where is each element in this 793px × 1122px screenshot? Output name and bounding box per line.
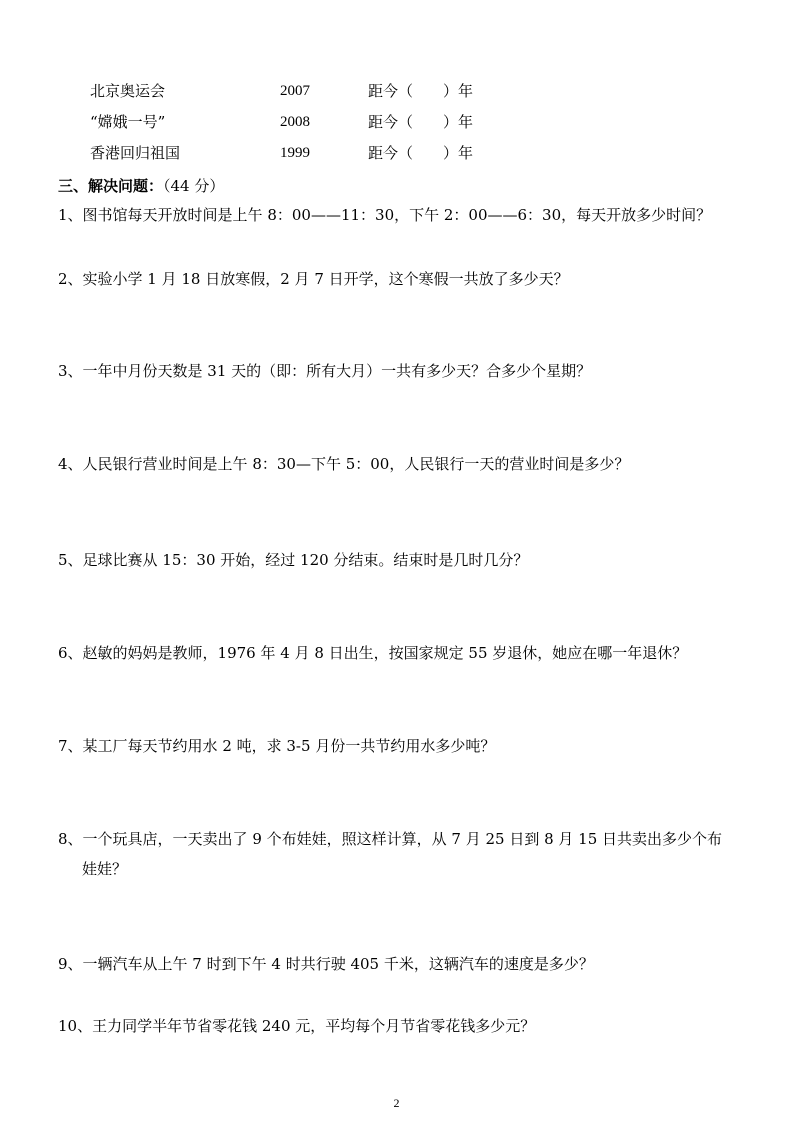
event-year: 2008 (280, 114, 310, 130)
event-year: 2007 (280, 83, 310, 99)
question-1 (58, 200, 748, 230)
question-8 (58, 824, 748, 884)
event-name: “嫦娥一号” (90, 113, 166, 131)
question-text: 10、王力同学半年节省零花钱 240 元，平均每个月节省零花钱多少元？ (58, 1017, 536, 1035)
question-7 (58, 731, 748, 761)
event-year: 1999 (280, 145, 310, 161)
section-points: （44 分） (163, 177, 225, 195)
event-distance-blank: 距今（ ）年 (368, 144, 474, 162)
question-text: 6、赵敏的妈妈是教师，1976 年 4 月 8 日出生，按国家规定 55 岁退休，她应在哪一年退休？ (58, 644, 688, 662)
question-6 (58, 638, 748, 668)
question-text: 7、某工厂每天节约用水 2 吨，求 3-5 月份一共节约用水多少吨？ (58, 737, 496, 755)
event-distance-blank: 距今（ ）年 (368, 113, 474, 131)
section-title (58, 175, 224, 197)
event-name: 香港回归祖国 (90, 144, 181, 162)
question-3 (58, 356, 748, 386)
question-text: 8、一个玩具店，一天卖出了 9 个布娃娃，照这样计算，从 7 月 25 日到 8 月 15 日共卖出多少个布 (58, 830, 723, 848)
question-9 (58, 949, 748, 979)
section-heading: 三、解决问题： (58, 177, 164, 195)
question-4 (58, 449, 748, 479)
question-text: 4、人民银行营业时间是上午 8：30—下午 5：00，人民银行一天的营业时间是多少？ (58, 455, 630, 473)
page-number: 2 (393, 1096, 400, 1110)
question-text: 2、实验小学 1 月 18 日放寒假，2 月 7 日开学，这个寒假一共放了多少天？ (58, 270, 569, 288)
question-2 (58, 264, 748, 294)
event-name: 北京奥运会 (90, 82, 166, 100)
question-text: 5、足球比赛从 15：30 开始，经过 120 分结束。结束时是几时几分？ (58, 551, 529, 569)
event-distance-blank: 距今（ ）年 (368, 82, 474, 100)
question-text: 1、图书馆每天开放时间是上午 8：00——11：30，下午 2：00——6：30，每天开放多少时间？ (58, 206, 712, 224)
question-text-continued: 娃娃？ (82, 860, 128, 878)
question-text: 9、一辆汽车从上午 7 时到下午 4 时共行驶 405 千米，这辆汽车的速度是多少？ (58, 955, 594, 973)
question-10 (58, 1011, 748, 1041)
question-text: 3、一年中月份天数是 31 天的（即：所有大月）一共有多少天？合多少个星期？ (58, 362, 592, 380)
question-5 (58, 545, 748, 575)
